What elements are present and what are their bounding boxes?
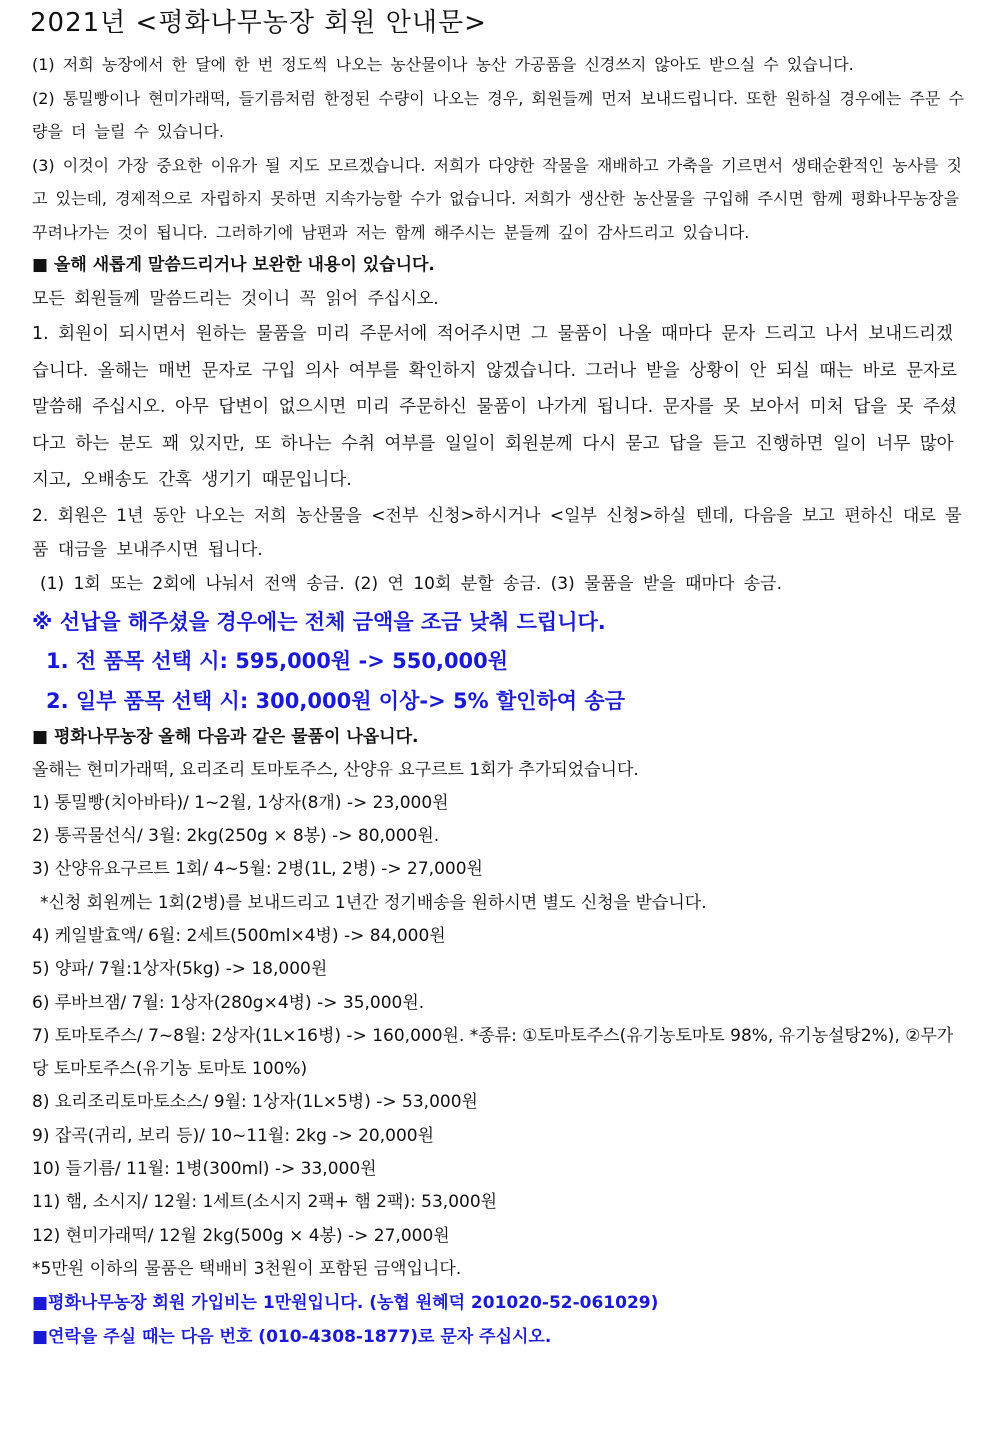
list-item: 1) 통밀빵(치아바타)/ 1~2월, 1상자(8개) -> 23,000원 [32, 792, 449, 813]
list-item: 11) 햄, 소시지/ 12월: 1세트(소시지 2팩+ 햄 2팩): 53,000원 [32, 1192, 498, 1213]
discount-some-items: 2. 일부 품목 선택 시: 300,000원 이상-> 5% 할인하여 송금 [46, 688, 625, 713]
page-title: 2021년 <평화나무농장 회원 안내문> [30, 8, 487, 38]
discount-all-items: 1. 전 품목 선택 시: 595,000원 -> 550,000원 [46, 648, 509, 673]
section1-subheading: 모든 회원들께 말씀드리는 것이니 꼭 읽어 주십시오. [32, 289, 439, 309]
list-item: 7) 토마토주스/ 7~8월: 2상자(1L×16병) -> 160,000원. *종류: ①토마토주스(유기농토마토 98%, 유기농설탕2%), ②무가당 토마토주스(유기농 토마토 100%) [32, 1025, 954, 1080]
payment-options: (1) 1회 또는 2회에 나눠서 전액 송금. (2) 연 10회 분할 송금. (3) 물품을 받을 때마다 송금. [40, 573, 782, 594]
rule-2: 2. 회원은 1년 동안 나오는 저희 농산물을 <전부 신청>하시거나 <일부 신청>하실 텐데, 다음을 보고 편하신 대로 물품 대금을 보내주시면 됩니다. [32, 505, 962, 560]
intro-paragraph-2: (2) 통밀빵이나 현미가래떡, 들기름처럼 한정된 수량이 나오는 경우, 회원들께 먼저 보내드립니다. 또한 원하실 경우에는 주문 수량을 더 늘릴 수 있습니다. [32, 88, 965, 141]
shipping-note: *5만원 이하의 물품은 택배비 3천원이 포함된 금액입니다. [32, 1258, 462, 1279]
discount-note: ※ 선납을 해주셨을 경우에는 전체 금액을 조금 낮춰 드립니다. [32, 609, 606, 634]
list-item: 10) 들기름/ 11월: 1병(300ml) -> 33,000원 [32, 1159, 377, 1180]
list-item-note: *신청 회원께는 1회(2병)를 보내드리고 1년간 정기배송을 원하시면 별도 신청을 받습니다. [40, 892, 707, 913]
list-item: 9) 잡곡(귀리, 보리 등)/ 10~11월: 2kg -> 20,000원 [32, 1125, 435, 1146]
section1-heading: ■ 올해 새롭게 말씀드리거나 보완한 내용이 있습니다. [32, 255, 435, 275]
list-item: 6) 루바브잼/ 7월: 1상자(280g×4병) -> 35,000원. [32, 992, 425, 1013]
contact-info: ■연락을 주실 때는 다음 번호 (010-4308-1877)로 문자 주십시오. [32, 1327, 552, 1348]
list-item: 12) 현미가래떡/ 12월 2kg(500g × 4봉) -> 27,000원 [32, 1225, 450, 1246]
product-list [32, 787, 969, 1253]
list-item: 4) 케일발효액/ 6월: 2세트(500ml×4병) -> 84,000원 [32, 925, 446, 946]
list-item: 2) 통곡물선식/ 3월: 2kg(250g × 8봉) -> 80,000원. [32, 826, 440, 847]
list-item: 5) 양파/ 7월:1상자(5kg) -> 18,000원 [32, 959, 328, 980]
rule-1: 1. 회원이 되시면서 원하는 물품을 미리 주문서에 적어주시면 그 물품이 나올 때마다 문자 드리고 나서 보내드리겠습니다. 올해는 매번 문자로 구입 의사 여부를 확인하지 않겠습니다. 그러나 받을 상황이 안 되실 때는 바로 문자로 말씀해 주십시오. 아무 답변이 없으시면 미리 주문하신 물품이 나가게 됩니다. 문자를 못 보아서 미처 답을 못 주셨다고 하는 분도 꽤 있지만, 또 하나는 수취 여부를 일일이 회원분께 다시 묻고 답을 듣고 진행하면 일이 너무 많아지고, 오배송도 간혹 생기기 때문입니다. [32, 324, 957, 490]
section2-note: 올해는 현미가래떡, 요리조리 토마토주스, 산양유 요구르트 1회가 추가되었습니다. [32, 759, 639, 780]
intro-paragraph-3: (3) 이것이 가장 중요한 이유가 될 지도 모르겠습니다. 저희가 다양한 작물을 재배하고 가축을 기르면서 생태순환적인 농사를 짓고 있는데, 경제적으로 자립하지 못하면 지속가능할 수가 없습니다. 저희가 생산한 농산물을 구입해 주시면 함께 평화나무농장을 꾸려나가는 것이 됩니다. 그러하기에 남편과 저는 함께 해주시는 분들께 깊이 감사드리고 있습니다. [32, 155, 962, 242]
membership-fee: ■평화나무농장 회원 가입비는 1만원입니다. (농협 원혜덕 201020-52-061029) [32, 1293, 659, 1314]
list-item: 8) 요리조리토마토소스/ 9월: 1상자(1L×5병) -> 53,000원 [32, 1092, 478, 1113]
section2-heading: ■ 평화나무농장 올해 다음과 같은 물품이 나옵니다. [32, 726, 419, 747]
list-item: 3) 산양유요구르트 1회/ 4~5월: 2병(1L, 2병) -> 27,000원 [32, 859, 483, 880]
intro-paragraph-1: (1) 저희 농장에서 한 달에 한 번 정도씩 나오는 농산물이나 농산 가공품을 신경쓰지 않아도 받으실 수 있습니다. [32, 55, 854, 74]
